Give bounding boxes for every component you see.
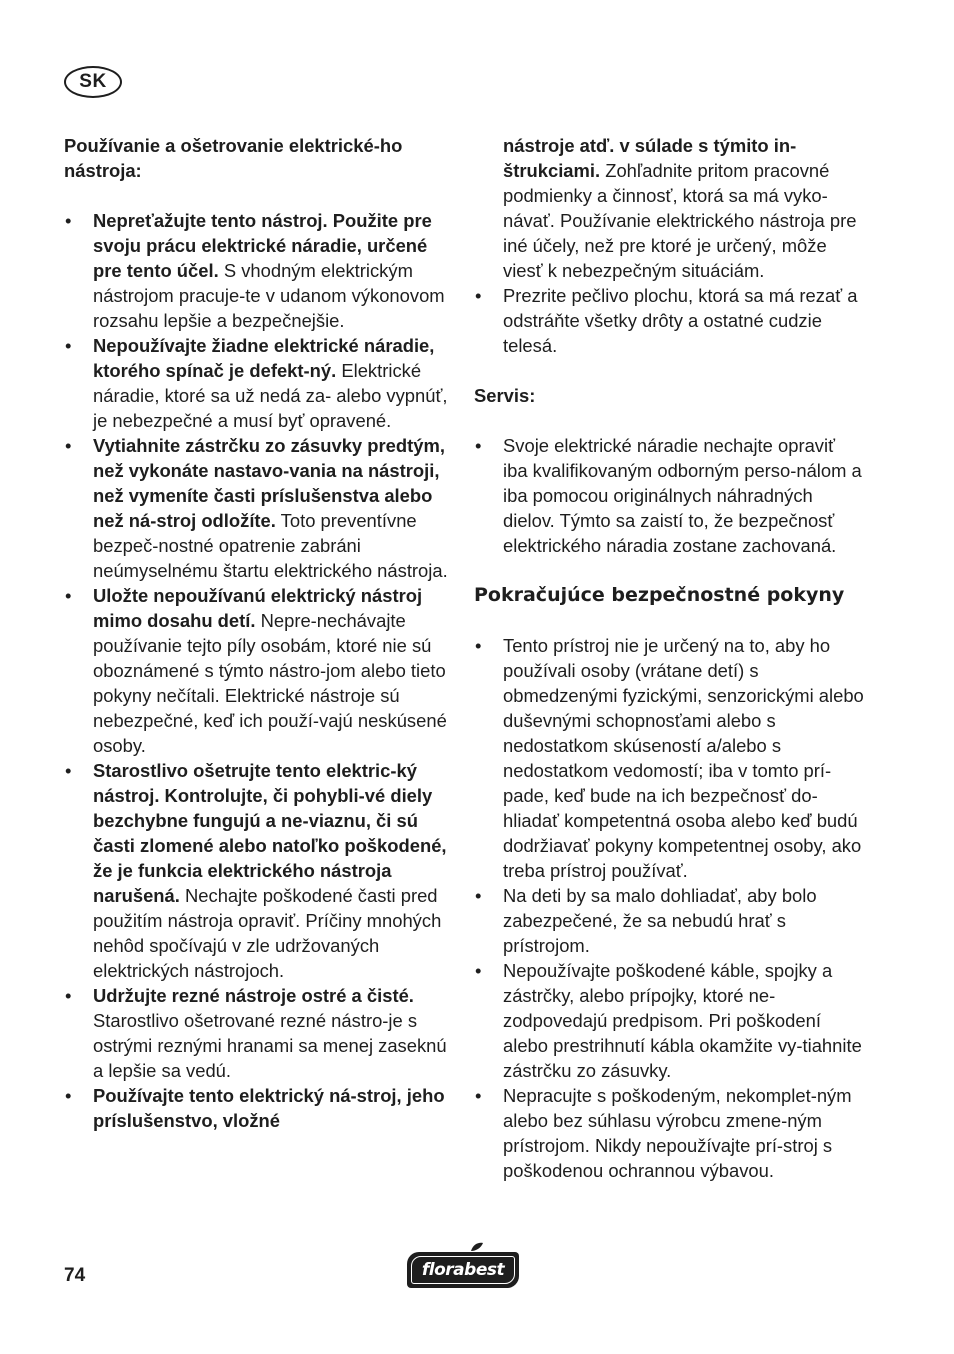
leaf-icon (470, 1242, 484, 1252)
logo-frame (411, 1256, 515, 1284)
list-item (64, 433, 448, 583)
list-item: • Svoje elektrické náradie nechajte opraviť iba kvalifikovaným odborným perso-nálom a iba pomocou originálnych náhradných dielov. Týmto sa zaistí to, že bezpečnosť elektrického náradia zostane zachovaná. (474, 433, 864, 558)
item-bold-text: Nepreťažujte tento nástroj. Použite pre svoju prácu elektrické náradie, určené pre tento účel. (93, 210, 432, 281)
servis-list (474, 433, 864, 558)
left-column (64, 133, 448, 1133)
section-title-servis: Servis: (474, 385, 536, 406)
item-bold-text: nástroje atď. v súlade s týmito in-štrukciami. (503, 135, 797, 181)
item-text: Zohľadnite pritom pracovné podmienky a činnosť, ktorá sa má vyko-návať. Používanie elektrického nástroja pre iné účely, než pre ktoré je určený, môže viesť k nebezpečným situáciám. (503, 160, 857, 281)
usage-list (64, 208, 448, 1133)
list-item (64, 208, 448, 333)
list-item: • Prezrite pečlivo plochu, ktorá sa má rezať a odstráňte všetky drôty a ostatné cudzie telesá. (474, 283, 864, 358)
list-item (64, 333, 448, 433)
section-title-usage: Používanie a ošetrovanie elektrické-ho nástroja: (64, 135, 403, 181)
list-item: • Nepracujte s poškodeným, nekomplet-ným alebo bez súhlasu výrobcu zmene-ným prístrojom. Nikdy nepoužívajte prí-stroj s poškodenou ochrannou výbavou. (474, 1083, 864, 1183)
item-bold-text: Starostlivo ošetrujte tento elektric-ký nástroj. Kontrolujte, či pohybli-vé diely bezchybne fungujú a ne-viaznu, či sú časti zlomené alebo natoľko poškodené, že je funkcia elektrického nástroja narušená. (93, 760, 447, 906)
list-item: • Tento prístroj nie je určený na to, aby ho používali osoby (vrátane detí) s obmedzenými fyzickými, senzorickými alebo duševnými schopnosťami alebo s nedostatkom skúseností a/alebo s nedostatkom vedomostí; iba v tomto prí-pade, keď bude na ich bezpečnosť do-hliadať kompetentná osoba alebo keď budú dodržiavať pokyny kompetentnej osoby, ako treba prístroj používať. (474, 633, 864, 883)
list-item (64, 1083, 448, 1133)
list-item (64, 758, 448, 983)
list-item: • Nepoužívajte poškodené káble, spojky a zástrčky, alebo prípojky, ktoré ne-zodpovedajú predpisom. Pri poškodení alebo prestrihnutí kábla okamžite vy-tiahnite zástrčku zo zásuvky. (474, 958, 864, 1083)
right-column (474, 133, 864, 1183)
item-text: Toto preventívne bezpeč-nostné opatrenie zabráni neúmyselnému štartu elektrického nástroja. (93, 510, 448, 581)
item-bold-text: Používajte tento elektrický ná-stroj, jeho príslušenstvo, vložné (93, 1085, 445, 1131)
section-heading-safety: Pokračujúce bezpečnostné pokyny (474, 584, 845, 606)
item-text: S vhodným elektrickým nástrojom pracuje-te v udanom výkonovom rozsahu lepšie a bezpečnejšie. (93, 260, 445, 331)
list-item (64, 583, 448, 758)
list-item-continuation (474, 133, 864, 283)
item-bold-text: Uložte nepoužívanú elektrický nástroj mimo dosahu detí. (93, 585, 423, 631)
item-bold-text: Vytiahnite zástrčku zo zásuvky predtým, než vykonáte nastavo-vania na nástroji, než vymeníte časti príslušenstva alebo než ná-stroj odložíte. (93, 435, 445, 531)
item-text: Starostlivo ošetrované rezné nástro-je s ostrými reznými hranami sa menej zaseknú a lepšie sa vedú. (93, 1010, 447, 1081)
item-bold-text: Nepoužívajte žiadne elektrické náradie, ktorého spínač je defekt-ný. (93, 335, 435, 381)
safety-list (474, 633, 864, 1183)
language-code: SK (79, 71, 107, 92)
logo-text: florabest (421, 1260, 505, 1280)
usage-list-continued (474, 133, 864, 358)
item-text: Nepre-nechávajte používanie tejto píly osobám, ktoré nie sú oboznámené s týmto nástro-jom alebo tieto pokyny nečítali. Elektrické nástroje sú nebezpečné, keď ich použí-vajú neskúsené osoby. (93, 610, 447, 756)
list-item (64, 983, 448, 1083)
language-badge (64, 66, 122, 98)
list-item: • Na deti by sa malo dohliadať, aby bolo zabezpečené, že sa nebudú hrať s prístrojom. (474, 883, 864, 958)
florabest-logo (407, 1252, 519, 1288)
page-number: 74 (64, 1265, 86, 1286)
item-bold-text: Udržujte rezné nástroje ostré a čisté. (93, 985, 414, 1006)
item-text: Nechajte poškodené časti pred použitím nástroja opraviť. Príčiny mnohých nehôd spočívajú v zle udržovaných elektrických nástrojoch. (93, 885, 442, 981)
item-text: Elektrické náradie, ktoré sa už nedá za- alebo vypnúť, je nebezpečné a musí byť opravené. (93, 360, 448, 431)
